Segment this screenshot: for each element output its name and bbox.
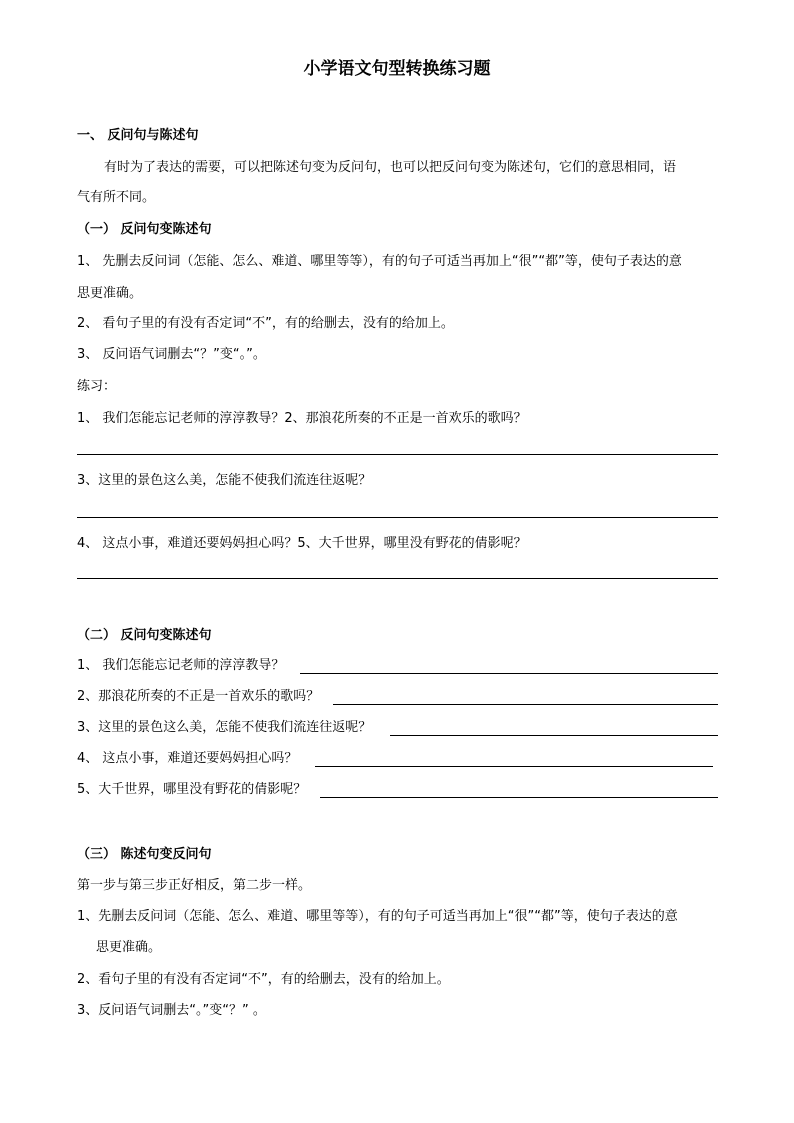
question-line: 5、大千世界，哪里没有野花的倩影呢？ xyxy=(77,782,307,797)
intro-line-2: 气有所不同。 xyxy=(77,190,156,205)
section-heading: 一、 反问句与陈述句 xyxy=(77,128,199,143)
question-line: 4、 这点小事，难道还要妈妈担心吗？5、大千世界，哪里没有野花的倩影呢？ xyxy=(77,536,527,551)
answer-line[interactable] xyxy=(77,517,718,518)
rule-line: 3、 反问语气词删去“？”变“。”。 xyxy=(77,347,266,362)
rule-line: 1、先删去反问词（怎能、怎么、难道、哪里等等），有的句子可适当再加上“很”“都”等，使句子表达的意 xyxy=(77,909,678,924)
answer-line[interactable] xyxy=(320,797,718,798)
question-line: 3、这里的景色这么美，怎能不使我们流连往返呢？ xyxy=(77,720,372,735)
answer-line[interactable] xyxy=(300,673,718,674)
rule-line: 思更准确。 xyxy=(77,286,143,301)
rule-line: 2、 看句子里的有没有否定词“不”，有的给删去，没有的给加上。 xyxy=(77,316,454,331)
rule-line: 3、反问语气词删去“。”变“？” 。 xyxy=(77,1003,266,1018)
answer-line[interactable] xyxy=(333,704,718,705)
page-title: 小学语文句型转换练习题 xyxy=(303,59,491,79)
rule-line: 思更准确。 xyxy=(96,940,162,955)
answer-line[interactable] xyxy=(77,578,718,579)
question-line: 2、那浪花所奏的不正是一首欢乐的歌吗？ xyxy=(77,689,320,704)
part-heading: （一） 反问句变陈述句 xyxy=(77,222,212,237)
part-heading: （二） 反问句变陈述句 xyxy=(77,628,212,643)
practice-label: 练习： xyxy=(77,379,117,394)
rule-line: 2、看句子里的有没有否定词“不”，有的给删去，没有的给加上。 xyxy=(77,972,450,987)
answer-line[interactable] xyxy=(390,735,718,736)
answer-line[interactable] xyxy=(315,766,713,767)
intro-line-1: 有时为了表达的需要，可以把陈述句变为反问句，也可以把反问句变为陈述句，它们的意思相同，语 xyxy=(104,160,677,175)
question-line: 4、 这点小事，难道还要妈妈担心吗？ xyxy=(77,751,298,766)
answer-line[interactable] xyxy=(77,454,718,455)
question-line: 1、 我们怎能忘记老师的淳淳教导？2、那浪花所奏的不正是一首欢乐的歌吗？ xyxy=(77,411,527,426)
part-heading: （三） 陈述句变反问句 xyxy=(77,847,212,862)
rule-line: 1、 先删去反问词（怎能、怎么、难道、哪里等等），有的句子可适当再加上“很”“都”等，使句子表达的意 xyxy=(77,254,682,269)
note-line: 第一步与第三步正好相反，第二步一样。 xyxy=(77,878,312,893)
question-line: 1、 我们怎能忘记老师的淳淳教导？ xyxy=(77,658,285,673)
question-line: 3、这里的景色这么美，怎能不使我们流连往返呢？ xyxy=(77,473,372,488)
